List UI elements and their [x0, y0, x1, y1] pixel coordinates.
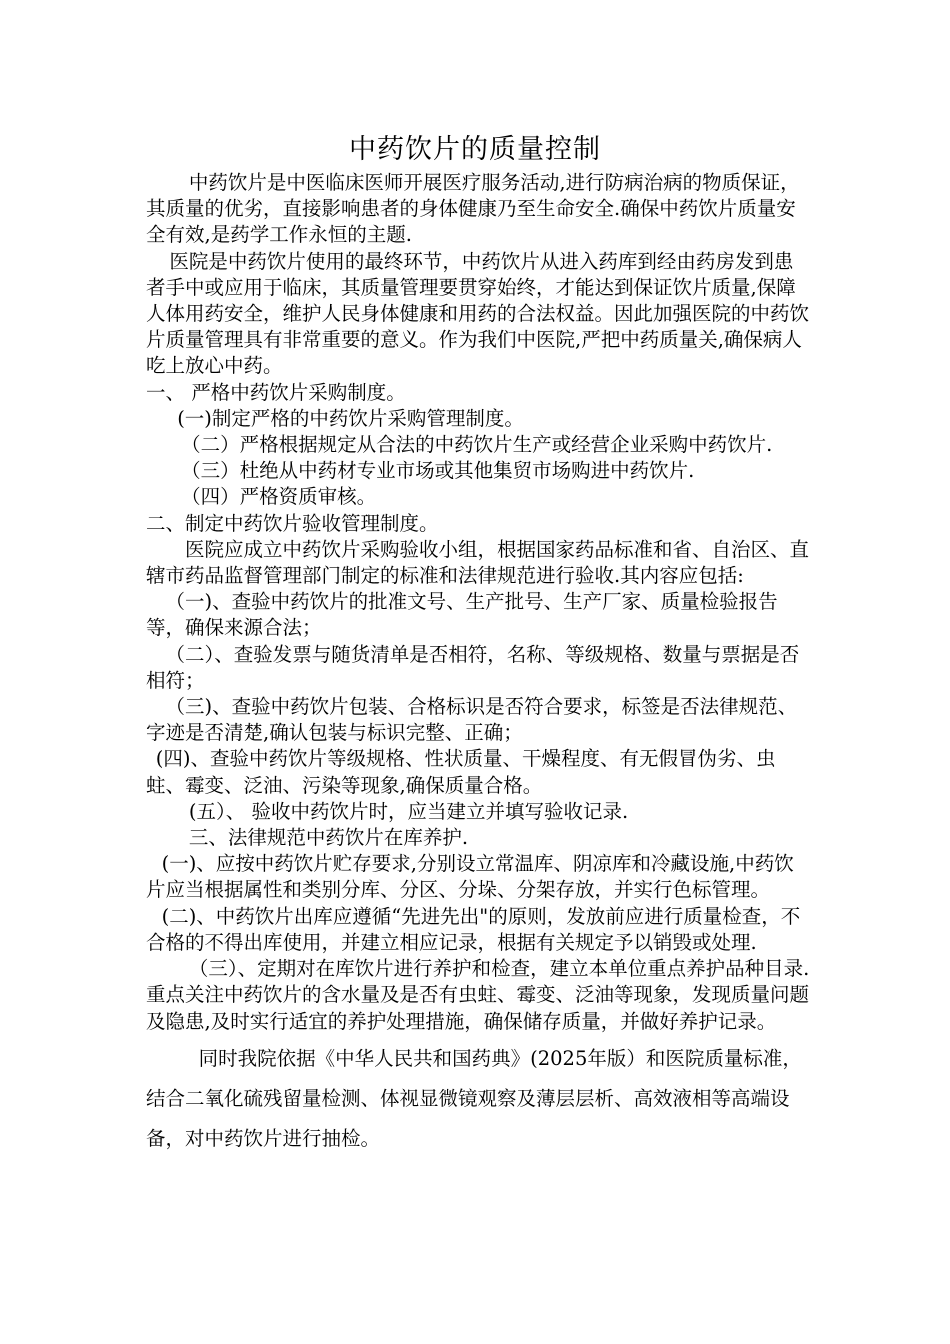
list-item: （二）、查验发票与随货清单是否相符，名称、等级规格、数量与票据是否相符；: [146, 642, 800, 692]
section-heading-2: 二、制定中药饮片验收管理制度。: [146, 511, 439, 535]
list-item: (五）、 验收中药饮片时，应当建立并填写验收记录.: [188, 799, 629, 823]
list-item: (一)制定严格的中药饮片采购管理制度。: [177, 406, 524, 430]
document-title: 中药饮片的质量控制: [349, 134, 601, 165]
paragraph-hospital: 医院是中药饮片使用的最终环节，中药饮片从进入药库到经由药房发到患者手中或应用于临床，其质量管理要贯穿始终，才能达到保证饮片质量,保障人体用药安全，维护人民身体健康和用药的合法权益。因此加强医院的中药饮片质量管理具有非常重要的意义。作为我们中医院,严把中药质量关,确保病人吃上放心中药。: [146, 249, 810, 378]
section-heading-1: 一、 严格中药饮片采购制度。: [146, 380, 406, 404]
list-item: （四）严格资质审核。: [181, 485, 377, 509]
list-item: （二）严格根据规定从合法的中药饮片生产或经营企业采购中药饮片.: [181, 433, 773, 457]
list-item: (二)、中药饮片出库应遵循“先进先出"的原则，发放前应进行质量检查，不合格的不得出库使用，并建立相应记录，根据有关规定予以销毁或处理.: [146, 904, 801, 954]
list-item: (一)、应按中药饮片贮存要求,分别设立常温库、阴凉库和冷藏设施,中药饮片应当根据属性和类别分库、分区、分垛、分架存放，并实行色标管理。: [146, 852, 794, 902]
document-body: [146, 170, 810, 1159]
list-item: （三）、定期对在库饮片进行养护和检查，建立本单位重点养护品种目录.重点关注中药饮片的含水量及是否有虫蛀、霉变、泛油等现象，发现质量问题及隐患,及时实行适宜的养护处理措施，确保储存质量，并做好养护记录。: [146, 957, 810, 1033]
section-heading-3: 三、法律规范中药饮片在库养护.: [188, 826, 469, 850]
list-item: (四)、查验中药饮片等级规格、性状质量、干燥程度、有无假冒伪劣、虫蛀、霉变、泛油、污染等现象,确保质量合格。: [146, 747, 776, 797]
paragraph-intro: 中药饮片是中医临床医师开展医疗服务活动,进行防病治病的物质保证，其质量的优劣，直接影响患者的身体健康乃至生命安全.确保中药饮片质量安全有效,是药学工作永恒的主题.: [146, 171, 800, 247]
paragraph-closing: 同时我院依据《中华人民共和国药典》(2025年版）和医院质量标准，结合二氧化硫残留量检测、体视显微镜观察及薄层层析、高效液相等高端设备，对中药饮片进行抽检。: [146, 1046, 802, 1150]
list-item: （三）杜绝从中药材专业市场或其他集贸市场购进中药饮片.: [181, 459, 695, 483]
list-item: （一)、查验中药饮片的批准文号、生产批号、生产厂家、质量检验报告等，确保来源合法；: [146, 590, 778, 640]
list-item: （三)、查验中药饮片包装、合格标识是否符合要求，标签是否法律规范、字迹是否清楚,确认包装与标识完整、正确；: [146, 695, 798, 745]
paragraph-acceptance: 医院应成立中药饮片采购验收小组，根据国家药品标准和省、自治区、直辖市药品监督管理部门制定的标准和法律规范进行验收.其内容应包括:: [146, 537, 810, 588]
